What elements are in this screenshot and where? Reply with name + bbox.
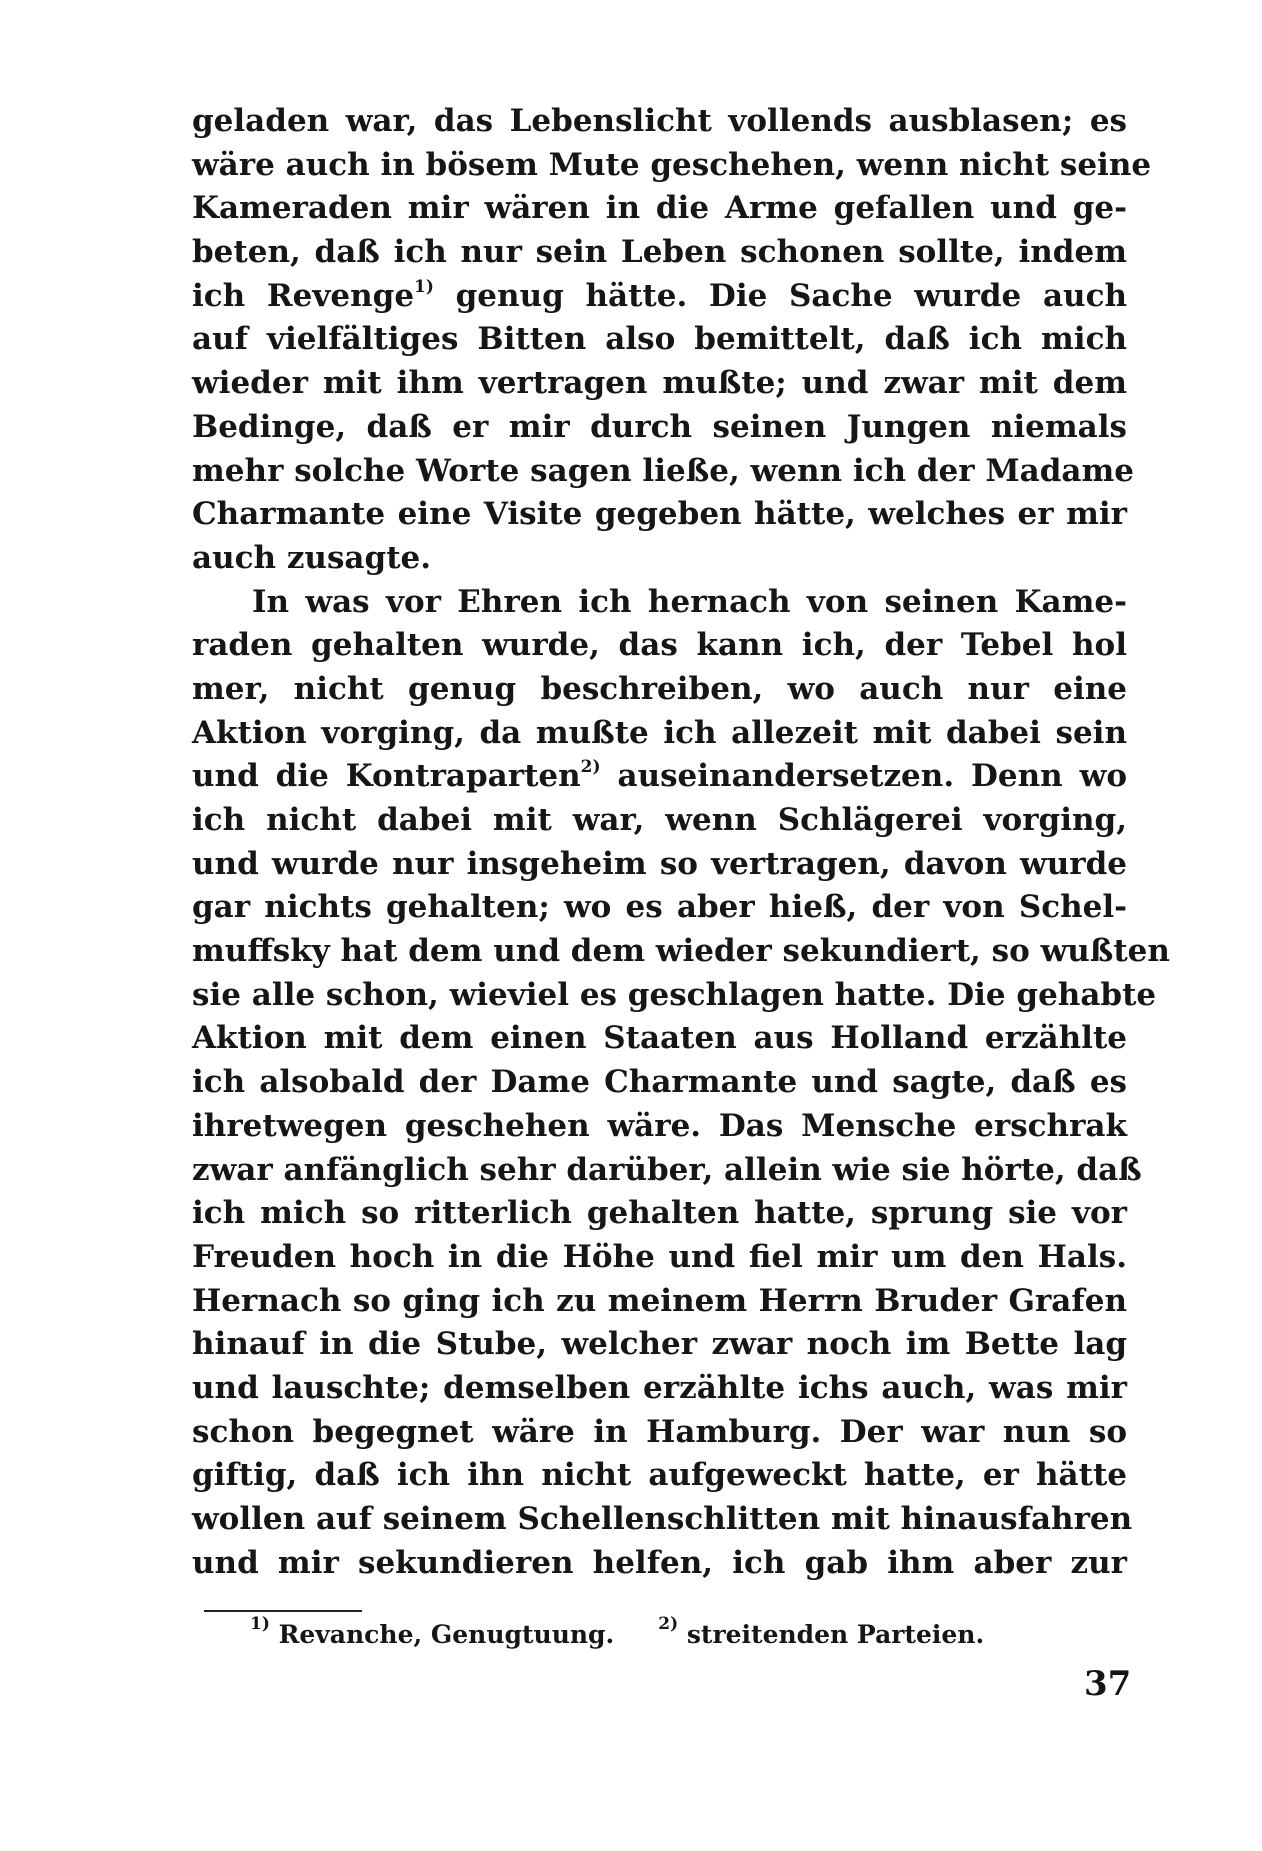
text-line: sie alle schon, wieviel es geschlagen hatte. Die gehabte xyxy=(192,976,1157,1013)
page-number: 37 xyxy=(1084,1664,1132,1704)
text-line: ich alsobald der Dame Charmante und sagte, daß es xyxy=(192,1064,1127,1101)
footnote-text: Revanche, Genugtuung. xyxy=(278,1620,615,1649)
text-line: und wurde nur insgeheim so vertragen, davon wurde xyxy=(192,845,1127,882)
text-line: giftig, daß ich ihn nicht aufgeweckt hatte, er hätte xyxy=(192,1457,1127,1494)
footnote-number: 1) xyxy=(250,1614,270,1634)
text-line xyxy=(192,275,1127,319)
text-line: In was vor Ehren ich hernach von seinen Kame- xyxy=(252,583,1127,620)
text-line: geladen war, das Lebenslicht vollends ausblasen; es xyxy=(192,103,1127,139)
text-line: Hernach so ging ich zu meinem Herrn Bruder Grafen xyxy=(192,1282,1127,1319)
text-segment: auseinandersetzen. Denn wo xyxy=(617,758,1128,795)
footnote-divider xyxy=(204,1610,362,1612)
text-line: Kameraden mir wären in die Arme gefallen und ge- xyxy=(192,190,1127,227)
text-line: Bedinge, daß er mir durch seinen Jungen niemals xyxy=(192,408,1127,445)
text-line: wäre auch in bösem Mute geschehen, wenn nicht seine xyxy=(192,146,1152,183)
text-line: mer, nicht genug beschreiben, wo auch nur eine xyxy=(192,670,1127,707)
text-line: Charmante eine Visite gegeben hätte, welches er mir xyxy=(192,496,1127,533)
footnote-marker: 1) xyxy=(414,276,434,297)
text-line: Freuden hoch in die Höhe und fiel mir um den Hals. xyxy=(192,1238,1127,1275)
text-line: gar nichts gehalten; wo es aber hieß, der von Schel- xyxy=(192,889,1127,926)
footnote-marker: 2) xyxy=(580,757,601,778)
footnotes xyxy=(250,1614,985,1649)
text-line: wollen auf seinem Schellenschlitten mit hinausfahren xyxy=(192,1501,1133,1537)
footnote-text: streitenden Parteien. xyxy=(686,1620,985,1649)
text-line: wieder mit ihm vertragen mußte; und zwar mit dem xyxy=(192,365,1127,402)
text-segment: ich Revenge xyxy=(192,277,415,314)
text-line: zwar anfänglich sehr darüber, allein wie sie hörte, daß xyxy=(192,1151,1142,1188)
text-line: schon begegnet wäre in Hamburg. Der war nun so xyxy=(192,1413,1127,1450)
text-line: Aktion mit dem einen Staaten aus Holland erzählte xyxy=(192,1020,1127,1057)
text-line: raden gehalten wurde, das kann ich, der Tebel hol xyxy=(192,627,1127,664)
text-line: ihretwegen geschehen wäre. Das Mensche erschrak xyxy=(192,1107,1127,1144)
text-line: beten, daß ich nur sein Leben schonen sollte, indem xyxy=(192,234,1127,271)
text-line: ich mich so ritterlich gehalten hatte, sprung sie vor xyxy=(192,1195,1127,1232)
text-segment: und die Kontraparten xyxy=(192,758,581,795)
text-line: und lauschte; demselben erzählte ichs auch, was mir xyxy=(192,1369,1127,1406)
text-line: ich nicht dabei mit war, wenn Schlägerei vorging, xyxy=(192,802,1127,838)
text-line: muffsky hat dem und dem wieder sekundiert, so wußten xyxy=(192,933,1170,970)
text-line: mehr solche Worte sagen ließe, wenn ich der Madame xyxy=(192,452,1135,489)
body-text xyxy=(192,100,1170,1585)
text-line: auch zusagte. xyxy=(192,539,432,576)
text-line: Aktion vorging, da mußte ich allezeit mit dabei sein xyxy=(192,714,1127,751)
text-line: und mir sekundieren helfen, ich gab ihm aber zur xyxy=(192,1544,1127,1581)
text-line: hinauf in die Stube, welcher zwar noch im Bette lag xyxy=(192,1326,1127,1363)
text-line: auf vielfältiges Bitten also bemittelt, daß ich mich xyxy=(192,321,1127,358)
footnote-number: 2) xyxy=(658,1614,679,1634)
text-segment: genug hätte. Die Sache wurde auch xyxy=(455,277,1127,314)
text-line xyxy=(192,755,1127,799)
